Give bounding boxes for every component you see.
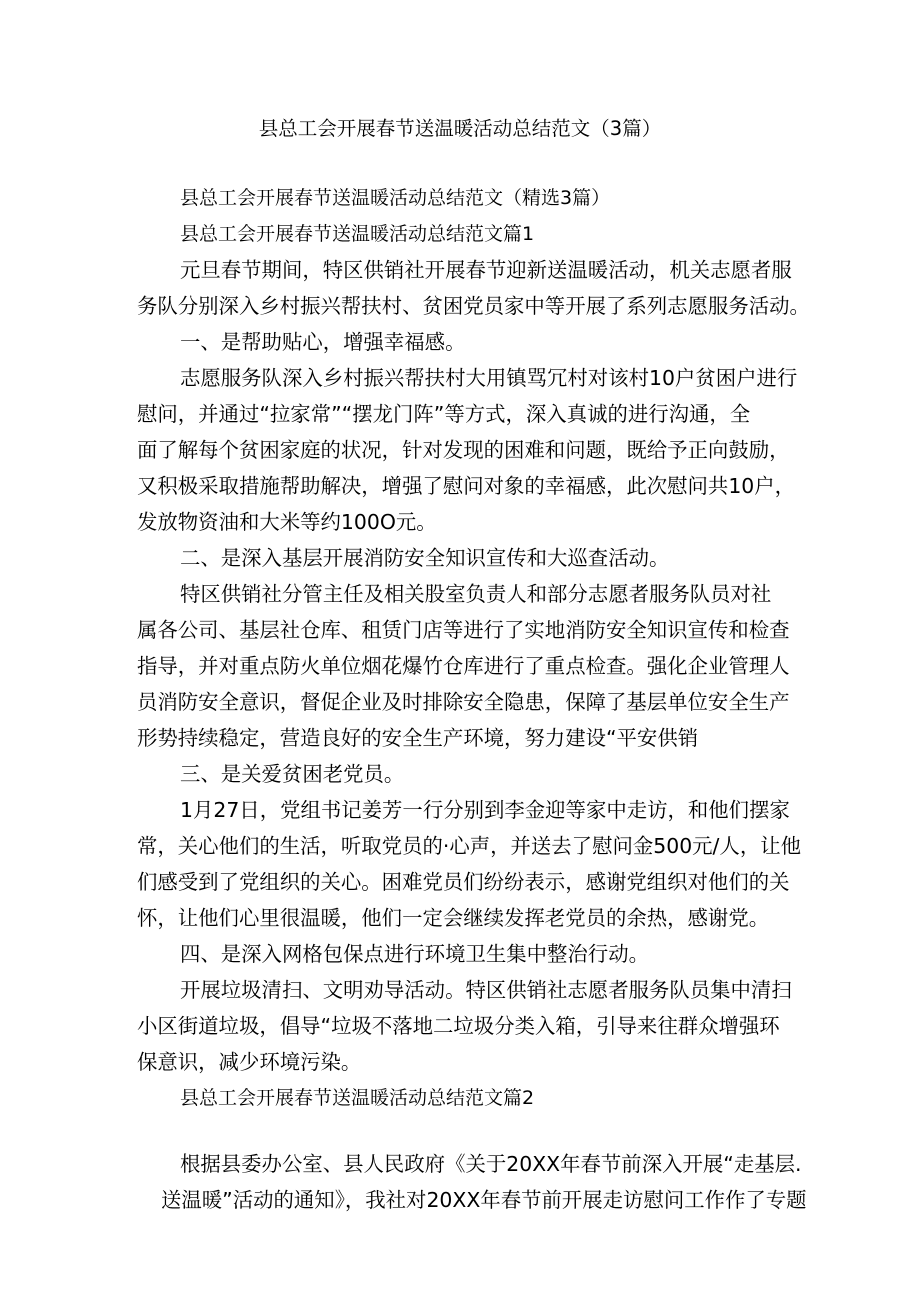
paragraph-line: 指导，并对重点防火单位烟花爆竹仓库进行了重点检查。强化企业管理人	[137, 654, 790, 678]
section-point-heading: 二、是深入基层开展消防安全知识宣传和大巡查活动。	[180, 546, 670, 570]
paragraph-line: 面了解每个贫困家庭的状况，针对发现的困难和问题，既给予正向鼓励，	[137, 438, 790, 462]
paragraph-line: 发放物资油和大米等约100O元。	[137, 510, 437, 534]
paragraph-line: 1月27日，党组书记姜芳一行分别到李金迎等家中走访，和他们摆家	[180, 798, 790, 822]
paragraph-line: 送温暖”活动的通知》，我社对20XX年春节前开展走访慰问工作作了专题	[161, 1188, 807, 1212]
document-subtitle: 县总工会开展春节送温暖活动总结范文（精选3篇）	[180, 187, 611, 209]
section-point-heading: 四、是深入网格包保点进行环境卫生集中整治行动。	[180, 942, 649, 966]
paragraph-line: 慰问，并通过“拉家常”“摆龙门阵”等方式，深入真诚的进行沟通，全	[137, 402, 751, 426]
paragraph-line: 常，关心他们的生活，听取党员的·心声，并送去了慰问金500元/人，让他	[137, 834, 801, 858]
paragraph-line: 元旦春节期间，特区供销社开展春节迎新送温暖活动，机关志愿者服	[180, 258, 792, 282]
paragraph-line: 志愿服务队深入乡村振兴帮扶村大用镇骂冗村对该村10户贫困户进行	[180, 366, 798, 390]
paragraph-line: 形势持续稳定，营造良好的安全生产环境，努力建设“平安供销	[137, 726, 699, 750]
paragraph-line: 小区街道垃圾，倡导“垃圾不落地二垃圾分类入箱，引导来往群众增强环	[137, 1014, 780, 1038]
paragraph-line: 属各公司、基层社仓库、租赁门店等进行了实地消防安全知识宣传和检查	[137, 618, 790, 642]
paragraph-line: 特区供销社分管主任及相关股室负责人和部分志愿者服务队员对社	[180, 582, 772, 606]
section-heading-part1: 县总工会开展春节送温暖活动总结范文篇1	[180, 223, 535, 245]
paragraph-line: 根据县委办公室、县人民政府《关于20XX年春节前深入开展“走基层.	[180, 1152, 802, 1176]
paragraph-line: 怀，让他们心里很温暖，他们一定会继续发挥老党员的余热，感谢党。	[137, 906, 770, 930]
document-title: 县总工会开展春节送温暖活动总结范文（3篇）	[258, 117, 662, 140]
paragraph-line: 开展垃圾清扫、文明劝导活动。特区供销社志愿者服务队员集中清扫	[180, 978, 792, 1002]
section-point-heading: 一、是帮助贴心，增强幸福感。	[180, 330, 466, 354]
paragraph-line: 务队分别深入乡村振兴帮扶村、贫困党员家中等开展了系列志愿服务活动。	[137, 294, 810, 318]
section-point-heading: 三、是关爱贫困老党员。	[180, 762, 405, 786]
paragraph-line: 保意识，减少环境污染。	[137, 1050, 362, 1074]
section-heading-part2: 县总工会开展春节送温暖活动总结范文篇2	[180, 1087, 535, 1109]
paragraph-line: 又积极采取措施帮助解决，增强了慰问对象的幸福感，此次慰问共10户，	[137, 474, 796, 498]
paragraph-line: 们感受到了党组织的关心。困难党员们纷纷表示，感谢党组织对他们的关	[137, 870, 790, 894]
paragraph-line: 员消防安全意识，督促企业及时排除安全隐患，保障了基层单位安全生产	[137, 690, 790, 714]
